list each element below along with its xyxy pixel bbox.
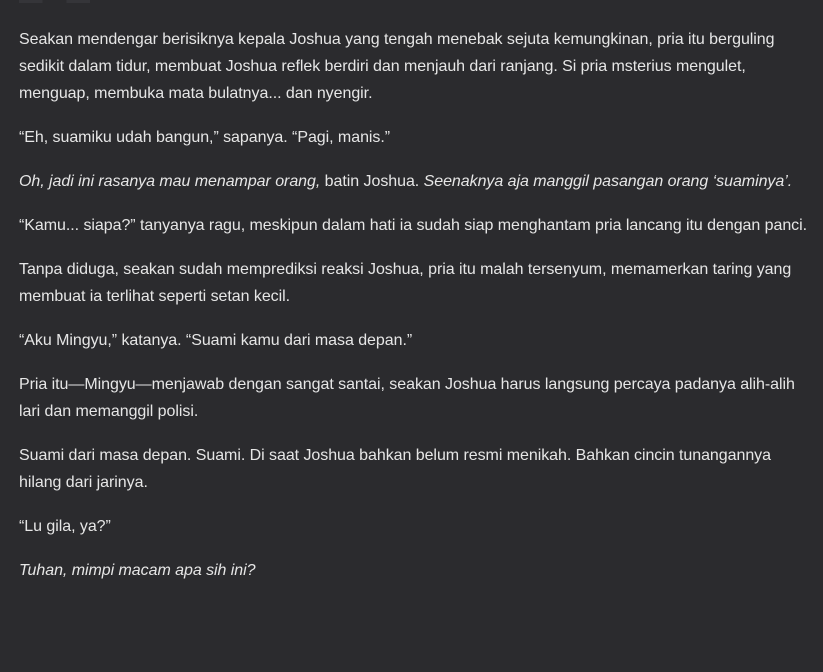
paragraph-1 — [19, 26, 809, 107]
paragraph-4-text: “Kamu... siapa?” tanyanya ragu, meskipun dalam hati ia sudah siap menghantam pria lancang itu dengan panci. — [19, 217, 808, 234]
paragraph-9 — [19, 513, 809, 540]
paragraph-8 — [19, 442, 809, 496]
paragraph-10 — [19, 557, 809, 584]
paragraph-7-text: Pria itu—Mingyu—menjawab dengan sangat santai, seakan Joshua harus langsung percaya padanya alih-alih lari dan memanggil polisi. — [19, 376, 795, 420]
paragraph-1-text: Seakan mendengar berisiknya kepala Joshua yang tengah menebak sejuta kemungkinan, pria itu berguling sedikit dalam tidur, membuat Joshua reflek berdiri dan menjauh dari ranjang. Si pria msterius mengulet, menguap, membuka mata bulatnya... dan nyengir. — [19, 31, 775, 102]
paragraph-10-italic-thought: Tuhan, mimpi macam apa sih ini? — [19, 562, 256, 579]
paragraph-5-text: Tanpa diduga, seakan sudah memprediksi reaksi Joshua, pria itu malah tersenyum, memamerkan taring yang membuat ia terlihat seperti setan kecil. — [19, 261, 792, 305]
paragraph-3-italic-thought-2: Seenaknya aja manggil pasangan orang ‘suaminya’. — [423, 173, 793, 190]
paragraph-4 — [19, 212, 809, 239]
paragraph-6-text: “Aku Mingyu,” katanya. “Suami kamu dari masa depan.” — [19, 332, 413, 349]
paragraph-6 — [19, 327, 809, 354]
paragraph-3-text: batin Joshua. — [320, 173, 424, 190]
paragraph-2-text: “Eh, suamiku udah bangun,” sapanya. “Pagi, manis.” — [19, 129, 391, 146]
previous-paragraph-edge — [19, 0, 809, 3]
paragraph-5 — [19, 256, 809, 310]
paragraph-8-text: Suami dari masa depan. Suami. Di saat Joshua bahkan belum resmi menikah. Bahkan cincin tunangannya hilang dari jarinya. — [19, 447, 771, 491]
paragraph-3-italic-thought: Oh, jadi ini rasanya mau menampar orang, — [19, 173, 321, 190]
paragraph-3 — [19, 168, 809, 195]
paragraph-9-text: “Lu gila, ya?” — [19, 518, 111, 535]
paragraph-2 — [19, 124, 809, 151]
paragraph-7 — [19, 371, 809, 425]
story-text — [19, 0, 809, 584]
